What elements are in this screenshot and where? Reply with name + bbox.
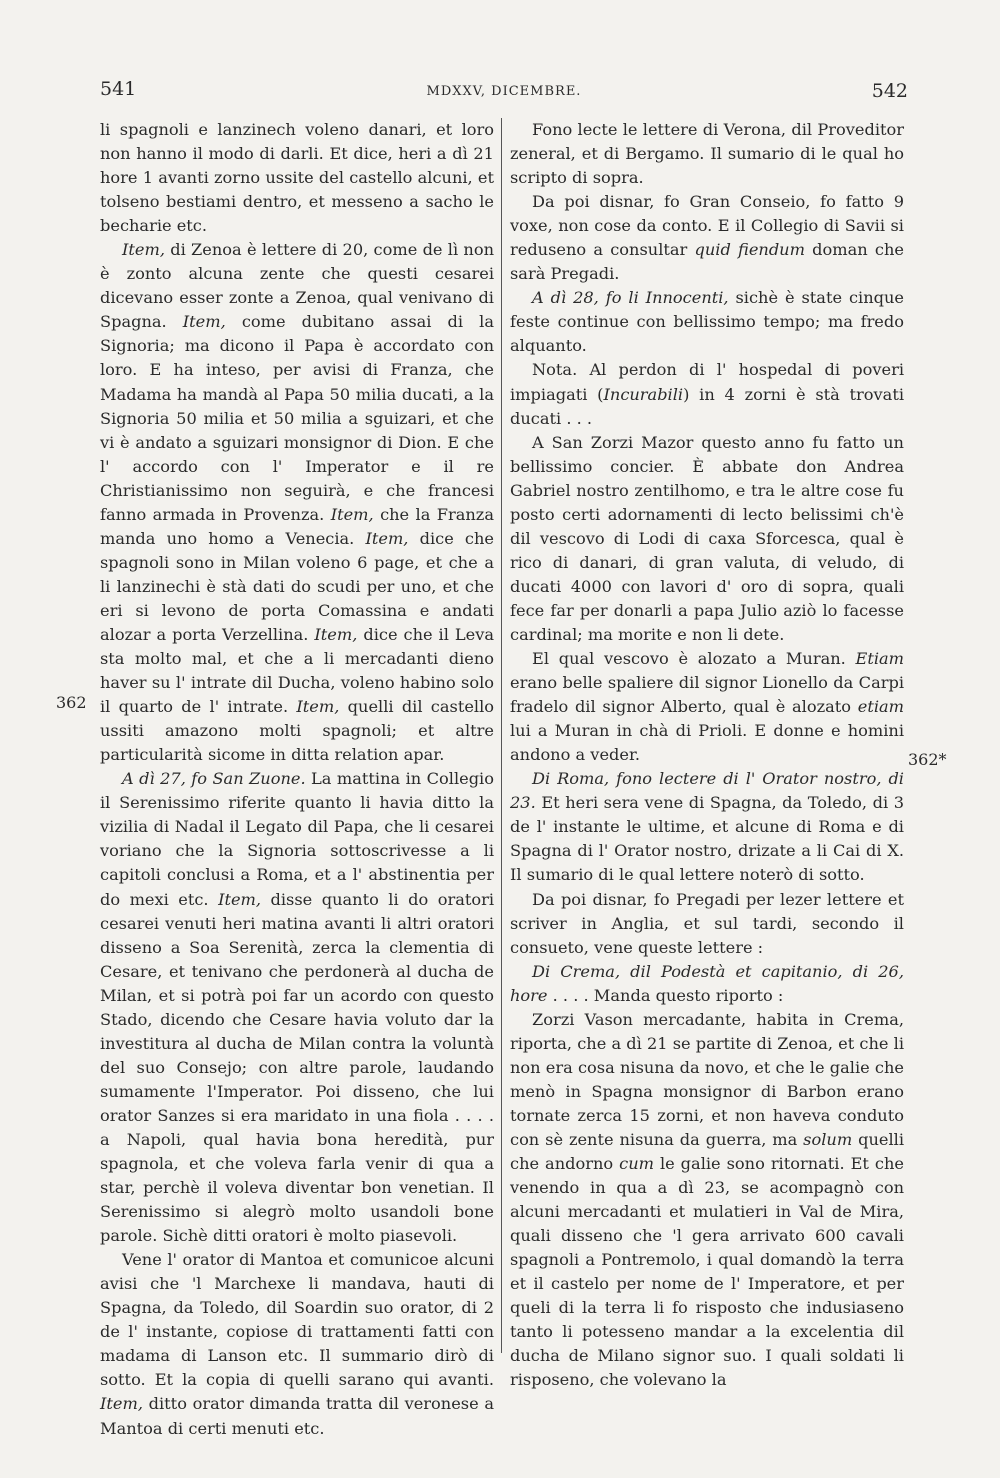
paragraph: Vene l' orator di Mantoa et comunicoe alcuni avisi che 'l Marchexe li mandava, hauti di Spagna, da Toledo, dil Soardin suo orator, di 2 de l' instante, copiose di trattamenti fatti con madama di Lanson etc. Il summario dirò di sotto. Et la copia di quelli sarano qui avanti. Item, ditto orator dimanda tratta dil veronese a Mantoa di certi menuti etc. [100,1250,494,1438]
left-column [100,118,494,1441]
paragraph: Fono lecte le lettere di Verona, dil Proveditor zeneral, et di Bergamo. Il sumario di le qual ho scripto di sopra. [510,120,904,188]
paragraph: Da poi disnar, fo Pregadi per lezer lettere et scriver in Anglia, et sul tardi, secondo il consueto, vene queste lettere : [510,889,904,957]
page-number-left: 541 [100,78,137,100]
paragraph: A San Zorzi Mazor questo anno fu fatto un bellissimo concier. È abbate don Andrea Gabriel nostro zentilhomo, e tra le altre cose fu posto certi adornamenti di lecto belissimi ch'è dil vescovo di Lodi di caxa Sforcesca, qual è rico di danari, di gran valuta, di veludo, di ducati 4000 con lavori d' oro di sopra, quali fece far per donarli a papa Julio aziò lo facesse cardinal; ma morite e non li dete. [510,432,904,644]
right-column [510,118,904,1392]
page-number-right: 542 [871,80,908,102]
margin-note-left: 362 [56,693,87,712]
paragraph: Nota. Al perdon di l' hospedal di poveri impiagati (Incurabili) in 4 zorni è stà trovati ducati . . . [510,360,905,428]
paragraph: Di Roma, fono lectere di l' Orator nostro, di 23. Et heri sera vene di Spagna, da Toledo, di 3 de l' instante le ultime, et alcune di Roma e di Spagna di l' Orator nostro, drizate a li Cai di X. Il sumario di le qual lettere noterò di sotto. [510,769,904,885]
paragraph: li spagnoli e lanzinech voleno danari, et loro non hanno il modo di darli. Et dice, heri a dì 21 hore 1 avanti zorno ussite del castello alcuni, et tolseno bestiami dentro, et messeno a sacho le becharie etc. [100,120,494,236]
paragraph: A dì 28, fo li Innocenti, sichè è state cinque feste continue con bellissimo tempo; ma fredo alquanto. [510,288,904,356]
margin-note-right: 362* [908,750,947,769]
column-divider [501,118,502,1353]
paragraph: Da poi disnar, fo Gran Conseio, fo fatto 9 voxe, non cose da conto. E il Collegio di Savii si reduseno a consultar quid fiendum doman che sarà Pregadi. [510,192,904,284]
paragraph: Item, di Zenoa è lettere di 20, come de lì non è zonto alcuna zente che questi cesarei dicevano esser zonte a Zenoa, qual venivano di Spagna. Item, come dubitano assai di la Signoria; ma dicono il Papa è accordato con loro. E ha inteso, per avisi di Franza, che Madama ha mandà al Papa 50 milia ducati, a la Signoria 50 milia et 50 milia a sguizari, et che vi è andato a sguizari monsignor di Dion. E che l' accordo con l' Imperator e il re Christianissimo non seguirà, e che francesi fanno armada in Provenza. Item, che la Franza manda uno homo a Venecia. Item, dice che spagnoli sono in Milan voleno 6 page, et che a li lanzinechi è stà dati do scudi per uno, et che eri si levono de porta Comassina e andati alozar a porta Verzellina. Item, dice che il Leva sta molto mal, et che a li mercadanti dieno haver su l' intrate dil Ducha, voleno habino solo il quarto de l' intrate. Item, quelli dil castello ussiti amazono molti spagnoli; et altre particularità sicome in ditta relation apar. [100,240,495,765]
paragraph: A dì 27, fo San Zuone. La mattina in Collegio il Serenissimo riferite quanto li havia ditto la vizilia di Nadal il Legato dil Papa, che li cesarei voriano che la Signoria sottoscrivesse a li capitoli conclusi a Roma, et a l' abstinentia per do mexi etc. Item, disse quanto li do oratori cesarei venuti heri matina avanti li altri oratori disseno a Soa Serenità, zerca la clementia di Cesare, et tenivano che perdonerà al ducha de Milan, et si potrà poi far un acordo con questo Stado, dicendo che Cesare havia voluto dar la investitura al ducha de Milan contra la voluntà del suo Consejo; con altre parole, laudando sumamente l'Imperator. Poi disseno, che lui orator Sanzes si era maridato in una fiola . . . . a Napoli, qual havia bona heredità, pur spagnola, et che voleva farla venir di qua a star, perchè il voleva diventar bon venetian. Il Serenissimo si alegrò molto usandoli bone parole. Sichè ditti oratori è molto piasevoli. [100,769,495,1246]
page-header [100,78,908,108]
paragraph: Di Crema, dil Podestà et capitanio, di 26, hore . . . . Manda questo riporto : [510,961,904,1005]
paragraph: El qual vescovo è alozato a Muran. Etiam erano belle spaliere dil signor Lionello da Carpi fradelo dil signor Alberto, qual è alozato etiam lui a Muran in chà di Prioli. E donne e homini andono a veder. [510,649,904,765]
running-title: MDXXV, DICEMBRE. [426,84,582,99]
paragraph: Zorzi Vason mercadante, habita in Crema, riporta, che a dì 21 se partite di Zenoa, et che li non era cosa nisuna da novo, et che le galie che menò in Spagna monsignor di Barbon erano tornate zerca 15 zorni, et non haveva conduto con sè zente nisuna da guerra, ma solum quelli che andorno cum le galie sono ritornati. Et che venendo in qua a dì 23, se acompagnò con alcuni mercadanti et mulatieri in Val de Mira, quali disseno che 'l gera arrivato 600 cavali spagnoli a Pontremolo, i qual domandò la terra et il castelo per nome de l' Imperatore, et per queli di la terra li fo risposto che indusiaseno tanto li potesseno mandar a la excelentia dil ducha de Milano signor suo. I quali soldati li risposeno, che volevano la [510,1009,904,1390]
